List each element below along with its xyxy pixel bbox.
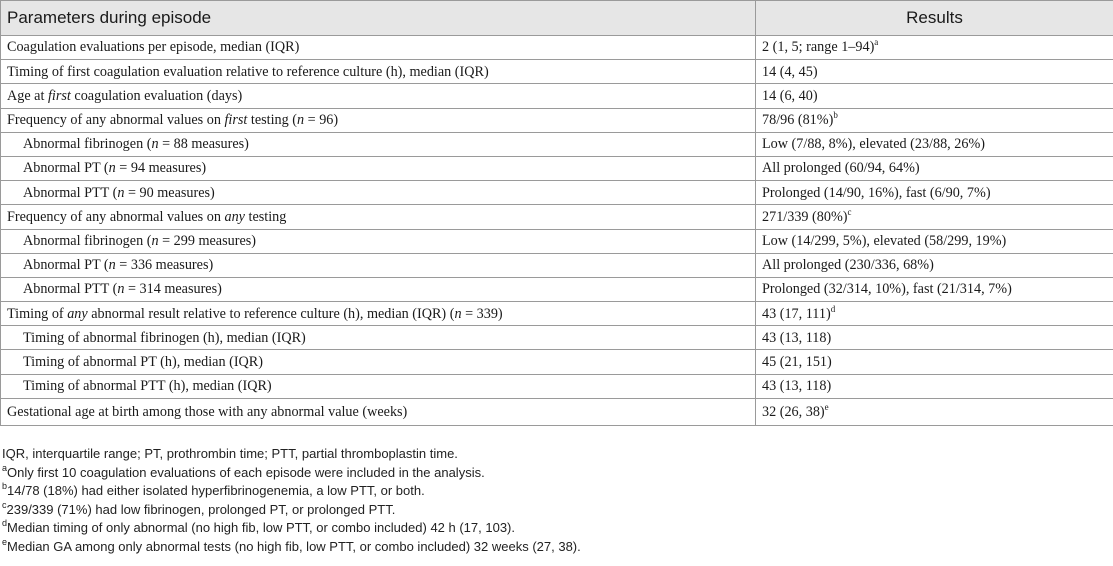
footnote-marker: c xyxy=(847,206,852,217)
parameter-cell xyxy=(1,398,756,425)
parameter-cell xyxy=(1,84,756,108)
table-row xyxy=(1,181,1113,205)
text-segment: 43 (13, 118) xyxy=(762,378,832,395)
result-cell xyxy=(756,132,1113,156)
text-segment: Low (7/88, 8%), elevated (23/88, 26%) xyxy=(762,136,985,153)
italic-text: n xyxy=(117,281,125,298)
footnote-marker: a xyxy=(874,37,879,48)
italic-text: any xyxy=(224,208,245,225)
italic-text: n xyxy=(108,160,116,177)
result-cell xyxy=(756,302,1113,326)
table-row xyxy=(1,302,1113,326)
parameter-cell xyxy=(1,229,756,253)
result-cell xyxy=(756,374,1113,398)
footnote-marker: e xyxy=(2,536,8,547)
text-segment: 14 (6, 40) xyxy=(762,87,818,104)
text-segment: = 94 measures) xyxy=(115,160,207,177)
text-segment: 78/96 (81%) xyxy=(762,112,834,129)
result-cell xyxy=(756,108,1113,132)
result-cell xyxy=(756,36,1113,60)
result-cell xyxy=(756,181,1113,205)
parameter-cell xyxy=(1,108,756,132)
text-segment: Prolonged (32/314, 10%), fast (21/314, 7%) xyxy=(762,281,1012,298)
italic-text: n xyxy=(117,184,125,201)
text-segment: = 299 measures) xyxy=(158,232,256,249)
italic-text: any xyxy=(67,305,88,322)
parameter-cell xyxy=(1,132,756,156)
text-segment: = 88 measures) xyxy=(158,136,249,153)
text-segment: Age at xyxy=(7,87,48,104)
table-row xyxy=(1,60,1113,84)
table-footnotes xyxy=(2,445,1107,556)
footnote-marker: d xyxy=(2,518,8,528)
footnote xyxy=(2,538,1107,557)
result-cell xyxy=(756,398,1113,425)
parameter-cell xyxy=(1,156,756,180)
result-cell xyxy=(756,205,1113,229)
table-row xyxy=(1,398,1113,425)
text-segment: 43 (17, 111) xyxy=(762,305,831,322)
text-segment: All prolonged (230/336, 68%) xyxy=(762,257,934,274)
text-segment: Timing of xyxy=(7,305,68,322)
text-segment: = 90 measures) xyxy=(124,184,215,201)
footnote-marker: c xyxy=(2,499,7,510)
italic-text: n xyxy=(151,232,159,249)
parameter-cell xyxy=(1,253,756,277)
text-segment: Abnormal PTT ( xyxy=(23,184,118,201)
footnote-text: IQR, interquartile range; PT, prothrombin time; PTT, partial thromboplastin time. xyxy=(2,446,458,461)
text-segment: Timing of first coagulation evaluation relative to reference culture (h), median (IQR) xyxy=(7,63,489,80)
text-segment: Prolonged (14/90, 16%), fast (6/90, 7%) xyxy=(762,184,991,201)
result-cell xyxy=(756,277,1113,301)
footnote-text: 239/339 (71%) had low fibrinogen, prolonged PT, or prolonged PTT. xyxy=(6,501,396,517)
text-segment: abnormal result relative to reference culture (h), median (IQR) ( xyxy=(87,305,455,322)
text-segment: Abnormal PT ( xyxy=(23,160,109,177)
table-row xyxy=(1,84,1113,108)
text-segment: Coagulation evaluations per episode, median (IQR) xyxy=(7,39,300,56)
parameter-cell xyxy=(1,36,756,60)
text-segment: = 339) xyxy=(461,305,503,322)
parameter-cell xyxy=(1,277,756,301)
italic-text: n xyxy=(454,305,462,322)
table-row xyxy=(1,277,1113,301)
italic-text: n xyxy=(297,112,305,129)
italic-text: first xyxy=(224,112,248,129)
text-segment: Timing of abnormal PTT (h), median (IQR) xyxy=(23,378,272,395)
table-row xyxy=(1,108,1113,132)
text-segment: Gestational age at birth among those with any abnormal value (weeks) xyxy=(7,403,408,420)
result-cell xyxy=(756,60,1113,84)
text-segment: = 96) xyxy=(304,112,339,129)
table-row xyxy=(1,350,1113,374)
result-cell xyxy=(756,84,1113,108)
footnote-marker: d xyxy=(830,303,836,314)
text-segment: 43 (13, 118) xyxy=(762,329,832,346)
table-row xyxy=(1,374,1113,398)
text-segment: 271/339 (80%) xyxy=(762,208,848,225)
text-segment: Abnormal fibrinogen ( xyxy=(23,136,152,153)
text-segment: All prolonged (60/94, 64%) xyxy=(762,160,920,177)
text-segment: 2 (1, 5; range 1–94) xyxy=(762,39,875,56)
text-segment: coagulation evaluation (days) xyxy=(70,87,243,104)
result-cell xyxy=(756,253,1113,277)
text-segment: Abnormal PTT ( xyxy=(23,281,118,298)
result-cell xyxy=(756,350,1113,374)
footnote-marker: b xyxy=(2,481,8,491)
table-body xyxy=(1,36,1113,426)
text-segment: = 314 measures) xyxy=(124,281,222,298)
footnote-marker: e xyxy=(824,401,829,412)
italic-text: n xyxy=(108,257,116,274)
table-row xyxy=(1,156,1113,180)
parameter-cell xyxy=(1,302,756,326)
table-row xyxy=(1,253,1113,277)
footnote-marker: a xyxy=(2,462,8,473)
italic-text: n xyxy=(151,136,159,153)
footnote-text: 14/78 (18%) had either isolated hyperfibrinogenemia, a low PTT, or both. xyxy=(7,483,425,498)
footnote-text: Median timing of only abnormal (no high fib, low PTT, or combo included) 42 h (17, 103). xyxy=(7,520,515,535)
table-header-row xyxy=(1,1,1113,36)
table-row xyxy=(1,132,1113,156)
result-cell xyxy=(756,156,1113,180)
table-row xyxy=(1,205,1113,229)
footnote-marker: b xyxy=(833,110,838,121)
table-row xyxy=(1,326,1113,350)
text-segment: testing xyxy=(244,208,287,225)
parameter-cell xyxy=(1,326,756,350)
text-segment: Frequency of any abnormal values on xyxy=(7,112,225,129)
footnote xyxy=(2,445,1107,464)
text-segment: Timing of abnormal fibrinogen (h), median (IQR) xyxy=(23,329,306,346)
italic-text: first xyxy=(47,87,71,104)
footnote xyxy=(2,501,1107,520)
column-header-parameters: Parameters during episode xyxy=(1,1,756,36)
text-segment: testing ( xyxy=(247,112,298,129)
table-row xyxy=(1,36,1113,60)
parameter-cell xyxy=(1,374,756,398)
text-segment: Low (14/299, 5%), elevated (58/299, 19%) xyxy=(762,232,1007,249)
text-segment: Abnormal fibrinogen ( xyxy=(23,232,152,249)
footnote xyxy=(2,482,1107,501)
footnote xyxy=(2,519,1107,538)
parameter-cell xyxy=(1,60,756,84)
footnote xyxy=(2,464,1107,483)
footnote-text: Median GA among only abnormal tests (no high fib, low PTT, or combo included) 32 weeks (27, 38). xyxy=(7,538,581,554)
text-segment: 45 (21, 151) xyxy=(762,353,832,370)
footnote-text: Only first 10 coagulation evaluations of each episode were included in the analysis. xyxy=(7,464,485,480)
parameter-cell xyxy=(1,350,756,374)
result-cell xyxy=(756,326,1113,350)
text-segment: Frequency of any abnormal values on xyxy=(7,208,225,225)
column-header-results: Results xyxy=(756,1,1113,36)
text-segment: Abnormal PT ( xyxy=(23,257,109,274)
text-segment: 14 (4, 45) xyxy=(762,63,818,80)
text-segment: Timing of abnormal PT (h), median (IQR) xyxy=(23,353,263,370)
table-row xyxy=(1,229,1113,253)
text-segment: = 336 measures) xyxy=(115,257,214,274)
parameter-cell xyxy=(1,181,756,205)
text-segment: 32 (26, 38) xyxy=(762,403,825,420)
result-cell xyxy=(756,229,1113,253)
parameter-cell xyxy=(1,205,756,229)
